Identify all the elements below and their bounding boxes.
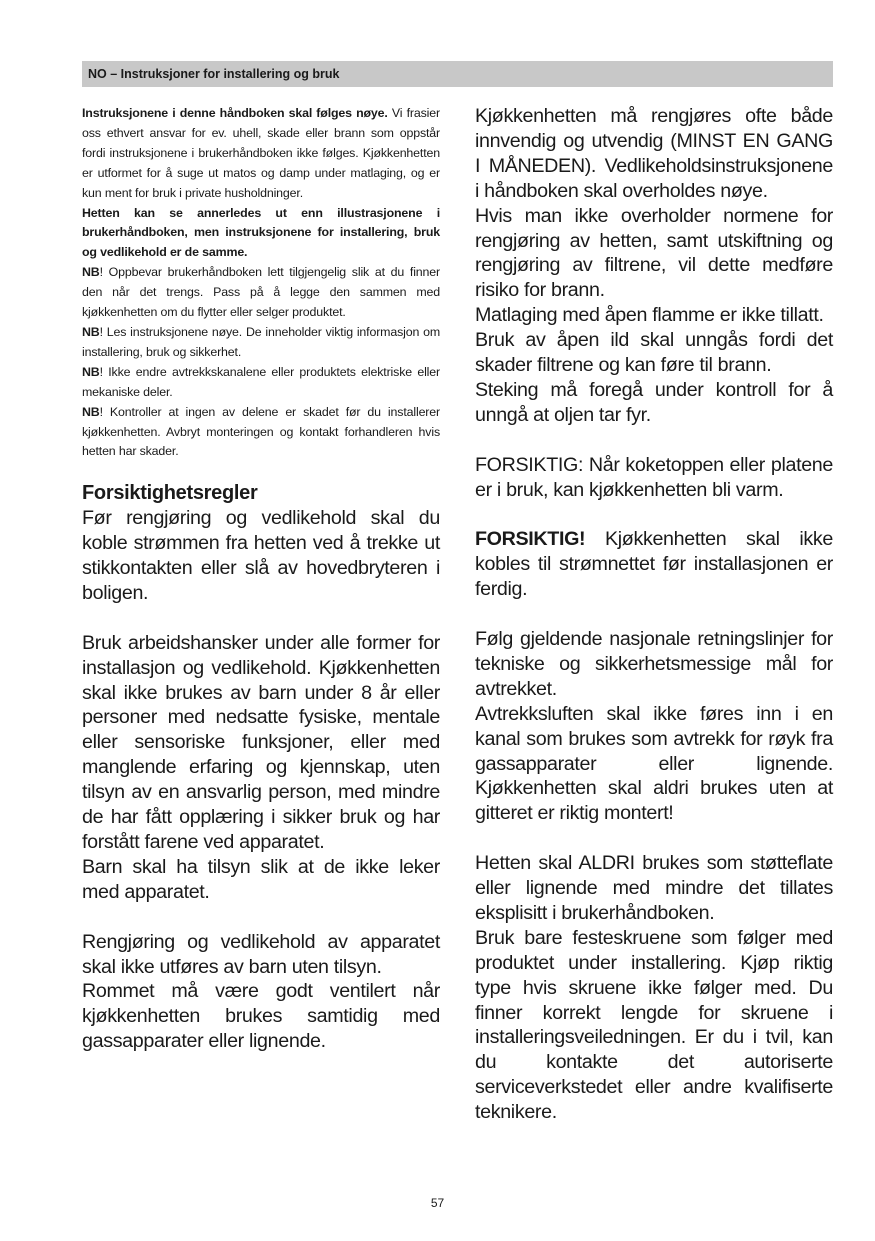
right-paragraph-4: Bruk av åpen ild skal unngås fordi det skader filtrene og kan føre til brann. [475,329,833,377]
intro-text: Vi frasier oss ethvert ansvar for ev. uhell, skade eller brann som oppstår fordi instruksjonene i brukerhåndboken ikke følges. Kjøkkenhetten er utformet for å suge ut matos og damp under matlaging, og er kun ment for bruk i private husholdninger. [82,106,440,200]
right-paragraph-1: Kjøkkenhetten må rengjøres ofte både innvendig og utvendig (MINST EN GANG I MÅNEDEN). Vedlikeholdsinstruksjonene i håndboken skal overholdes nøye. [475,105,833,202]
right-paragraph-7: FORSIKTIG! Kjøkkenhetten skal ikke kobles til strømnettet før installasjonen er ferdig. [475,528,833,601]
right-paragraph-6: FORSIKTIG: Når koketoppen eller platene er i bruk, kan kjøkkenhetten bli varm. [475,453,833,501]
precaution-paragraph-2: Bruk arbeidshansker under alle former for installasjon og vedlikehold. Kjøkkenhetten skal ikke brukes av barn under 8 år eller personer med nedsatte fysiske, mentale eller sensoriske funksjoner, eller med manglende erfaring og kjennskap, uten tilsyn av en ansvarlig person, med mindre de har fått opplæring i sikker bruk og har forstått farene ved apparatet. [82,631,440,853]
right-paragraph-2: Hvis man ikke overholder normene for rengjøring av hetten, samt utskiftning og rengjøring av filtrene, vil dette medføre risiko for brann. [475,204,833,302]
right-paragraph-10: Hetten skal ALDRI brukes som støtteflate eller lignende med mindre det tillates eksplisitt i brukerhåndboken. [475,852,833,924]
right-paragraph-9: Avtrekksluften skal ikke føres inn i en kanal som brukes som avtrekk for røyk fra gassapparater eller lignende. Kjøkkenhetten skal aldri brukes uten at gitteret er riktig montert! [475,702,833,825]
nb-note-4: NB! Kontroller at ingen av delene er skadet før du installerer kjøkkenhetten. Avbryt monteringen og kontakt forhandleren hvis hetten har skader. [82,404,440,459]
page-number: 57 [430,1196,445,1210]
precaution-paragraph-3: Barn skal ha tilsyn slik at de ikke leker med apparatet. [82,855,440,903]
right-paragraph-11: Bruk bare festeskruene som følger med produktet under installering. Kjøp riktig type hvis skruene ikke følger med. Du finner korrekt lengde for skruene i installeringsveiledningen. Er du i tvil, kan du kontakte det autoriserte serviceverkstedet eller andre kvalifiserte teknikere. [475,926,833,1124]
section-header: NO – Instruksjoner for installering og bruk [82,61,833,87]
right-paragraph-5: Steking må foregå under kontroll for å unngå at oljen tar fyr. [475,378,833,426]
nb-note-2: NB! Les instruksjonene nøye. De inneholder viktig informasjon om installering, bruk og sikkerhet. [82,324,440,359]
intro-paragraph [82,104,440,204]
precaution-paragraph-4: Rengjøring og vedlikehold av apparatet skal ikke utføres av barn uten tilsyn. [82,930,440,978]
right-paragraph-8: Følg gjeldende nasjonale retningslinjer for tekniske og sikkerhetsmessige mål for avtrekket. [475,627,833,700]
nb-note-1: NB! Oppbevar brukerhåndboken lett tilgjengelig slik at du finner den når det trengs. Pass på å legge den sammen med kjøkkenhetten om du flytter eller selger produktet. [82,265,440,320]
precaution-paragraph-1: Før rengjøring og vedlikehold skal du koble strømmen fra hetten ved å trekke ut stikkontakten eller slå av hovedbryteren i boligen. [82,507,440,604]
intro-notes [82,104,440,462]
precautions-section [82,481,440,1054]
right-column [475,104,833,1125]
right-paragraph-3: Matlaging med åpen flamme er ikke tillatt. [475,304,824,327]
nb-note-3: NB! Ikke endre avtrekkskanalene eller produktets elektriske eller mekaniske deler. [82,364,440,399]
illustration-notice: Hetten kan se annerledes ut enn illustrasjonene i brukerhåndboken, men instruksjonene for installering, bruk og vedlikehold er de samme. [82,205,440,260]
precaution-paragraph-5: Rommet må være godt ventilert når kjøkkenhetten brukes samtidig med gassapparater eller lignende. [82,980,440,1053]
left-column [82,104,440,1054]
section-heading: Forsiktighetsregler [82,482,258,505]
intro-bold: Instruksjonene i denne håndboken skal følges nøye. [82,106,388,120]
